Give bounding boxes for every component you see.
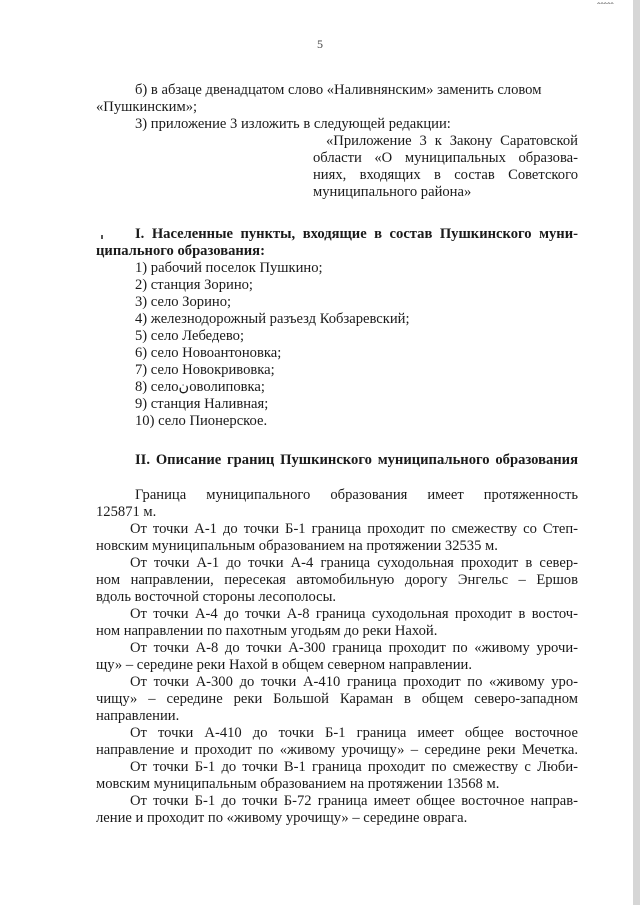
list-item: 7) село Новокривовка; — [135, 362, 275, 378]
list-item: 1) рабочий поселок Пушкино; — [135, 260, 323, 276]
body-line: ном направлении по пахотным угодьям до реки Нахой. — [96, 623, 438, 639]
section-heading: ципального образования: — [96, 243, 265, 259]
list-item: 10) село Пионерское. — [135, 413, 268, 429]
body-line: направлении. — [96, 708, 180, 724]
body-line: чищу» – середине реки Большой Караман в общем северо-западном — [96, 691, 578, 707]
body-line: От точки А-4 до точки А-8 граница суходольная проходит в восточ- — [130, 606, 578, 622]
body-line: От точки А-410 до точки Б-1 граница имеет общее восточное — [130, 725, 578, 741]
page-number: 5 — [317, 37, 323, 51]
appendix-ref-line: «Приложение 3 к Закону Саратовской — [326, 133, 578, 149]
list-item: 5) село Лебедево; — [135, 328, 245, 344]
body-line: щу» – середине реки Нахой в общем северном направлении. — [96, 657, 473, 673]
body-line: мовским муниципальным образованием на протяжении 13568 м. — [96, 776, 500, 792]
body-line: 125871 м. — [96, 504, 157, 520]
body-line: ление и проходит по «живому урочищу» – середине оврага. — [96, 810, 468, 826]
appendix-ref-line: области «О муниципальных образова- — [313, 150, 578, 166]
body-line: От точки А-8 до точки А-300 граница проходит по «живому урочи- — [130, 640, 578, 656]
scan-speck — [101, 235, 103, 239]
list-item: 4) железнодорожный разъезд Кобзаревский; — [135, 311, 410, 327]
section-heading: I. Населенные пункты, входящие в состав Пушкинского муни- — [135, 226, 578, 242]
body-line: Граница муниципального образования имеет протяженность — [135, 487, 578, 503]
list-item: 2) станция Зорино; — [135, 277, 253, 293]
list-item: 6) село Новоантоновка; — [135, 345, 282, 361]
body-line: ном направлении, пересекая автомобильную дорогу Энгельс – Ершов — [96, 572, 578, 588]
list-item: 9) станция Наливная; — [135, 396, 269, 412]
body-line: От точки А-300 до точки А-410 граница проходит по «живому уро- — [130, 674, 578, 690]
list-item: 3) село Зорино; — [135, 294, 232, 310]
corner-mark: ˆˆˆˆˆ — [597, 2, 614, 13]
intro-line: 3) приложение 3 изложить в следующей редакции: — [135, 116, 451, 132]
section-heading: II. Описание границ Пушкинского муниципального образования — [135, 452, 578, 468]
body-line: направление и проходит по «живому урочищу» – середине реки Мечетка. — [96, 742, 578, 758]
body-line: От точки Б-1 до точки Б-72 граница имеет общее восточное направ- — [130, 793, 578, 809]
body-line: От точки А-1 до точки А-4 граница суходольная проходит в север- — [130, 555, 578, 571]
body-line: От точки А-1 до точки Б-1 граница проходит по смежеству со Степ- — [130, 521, 578, 537]
appendix-ref-line: муниципального района» — [313, 184, 472, 200]
body-line: От точки Б-1 до точки В-1 граница проходит по смежеству с Люби- — [130, 759, 578, 775]
scan-edge — [633, 0, 640, 905]
list-item: 8) селоنоволиповка; — [135, 379, 265, 395]
intro-line: «Пушкинским»; — [96, 99, 198, 115]
appendix-ref-line: ниях, входящих в состав Советского — [313, 167, 578, 183]
body-line: вдоль восточной стороны лесополосы. — [96, 589, 337, 605]
intro-line: б) в абзаце двенадцатом слово «Наливнянским» заменить словом — [135, 82, 542, 98]
body-line: новским муниципальным образованием на протяжении 32535 м. — [96, 538, 498, 554]
